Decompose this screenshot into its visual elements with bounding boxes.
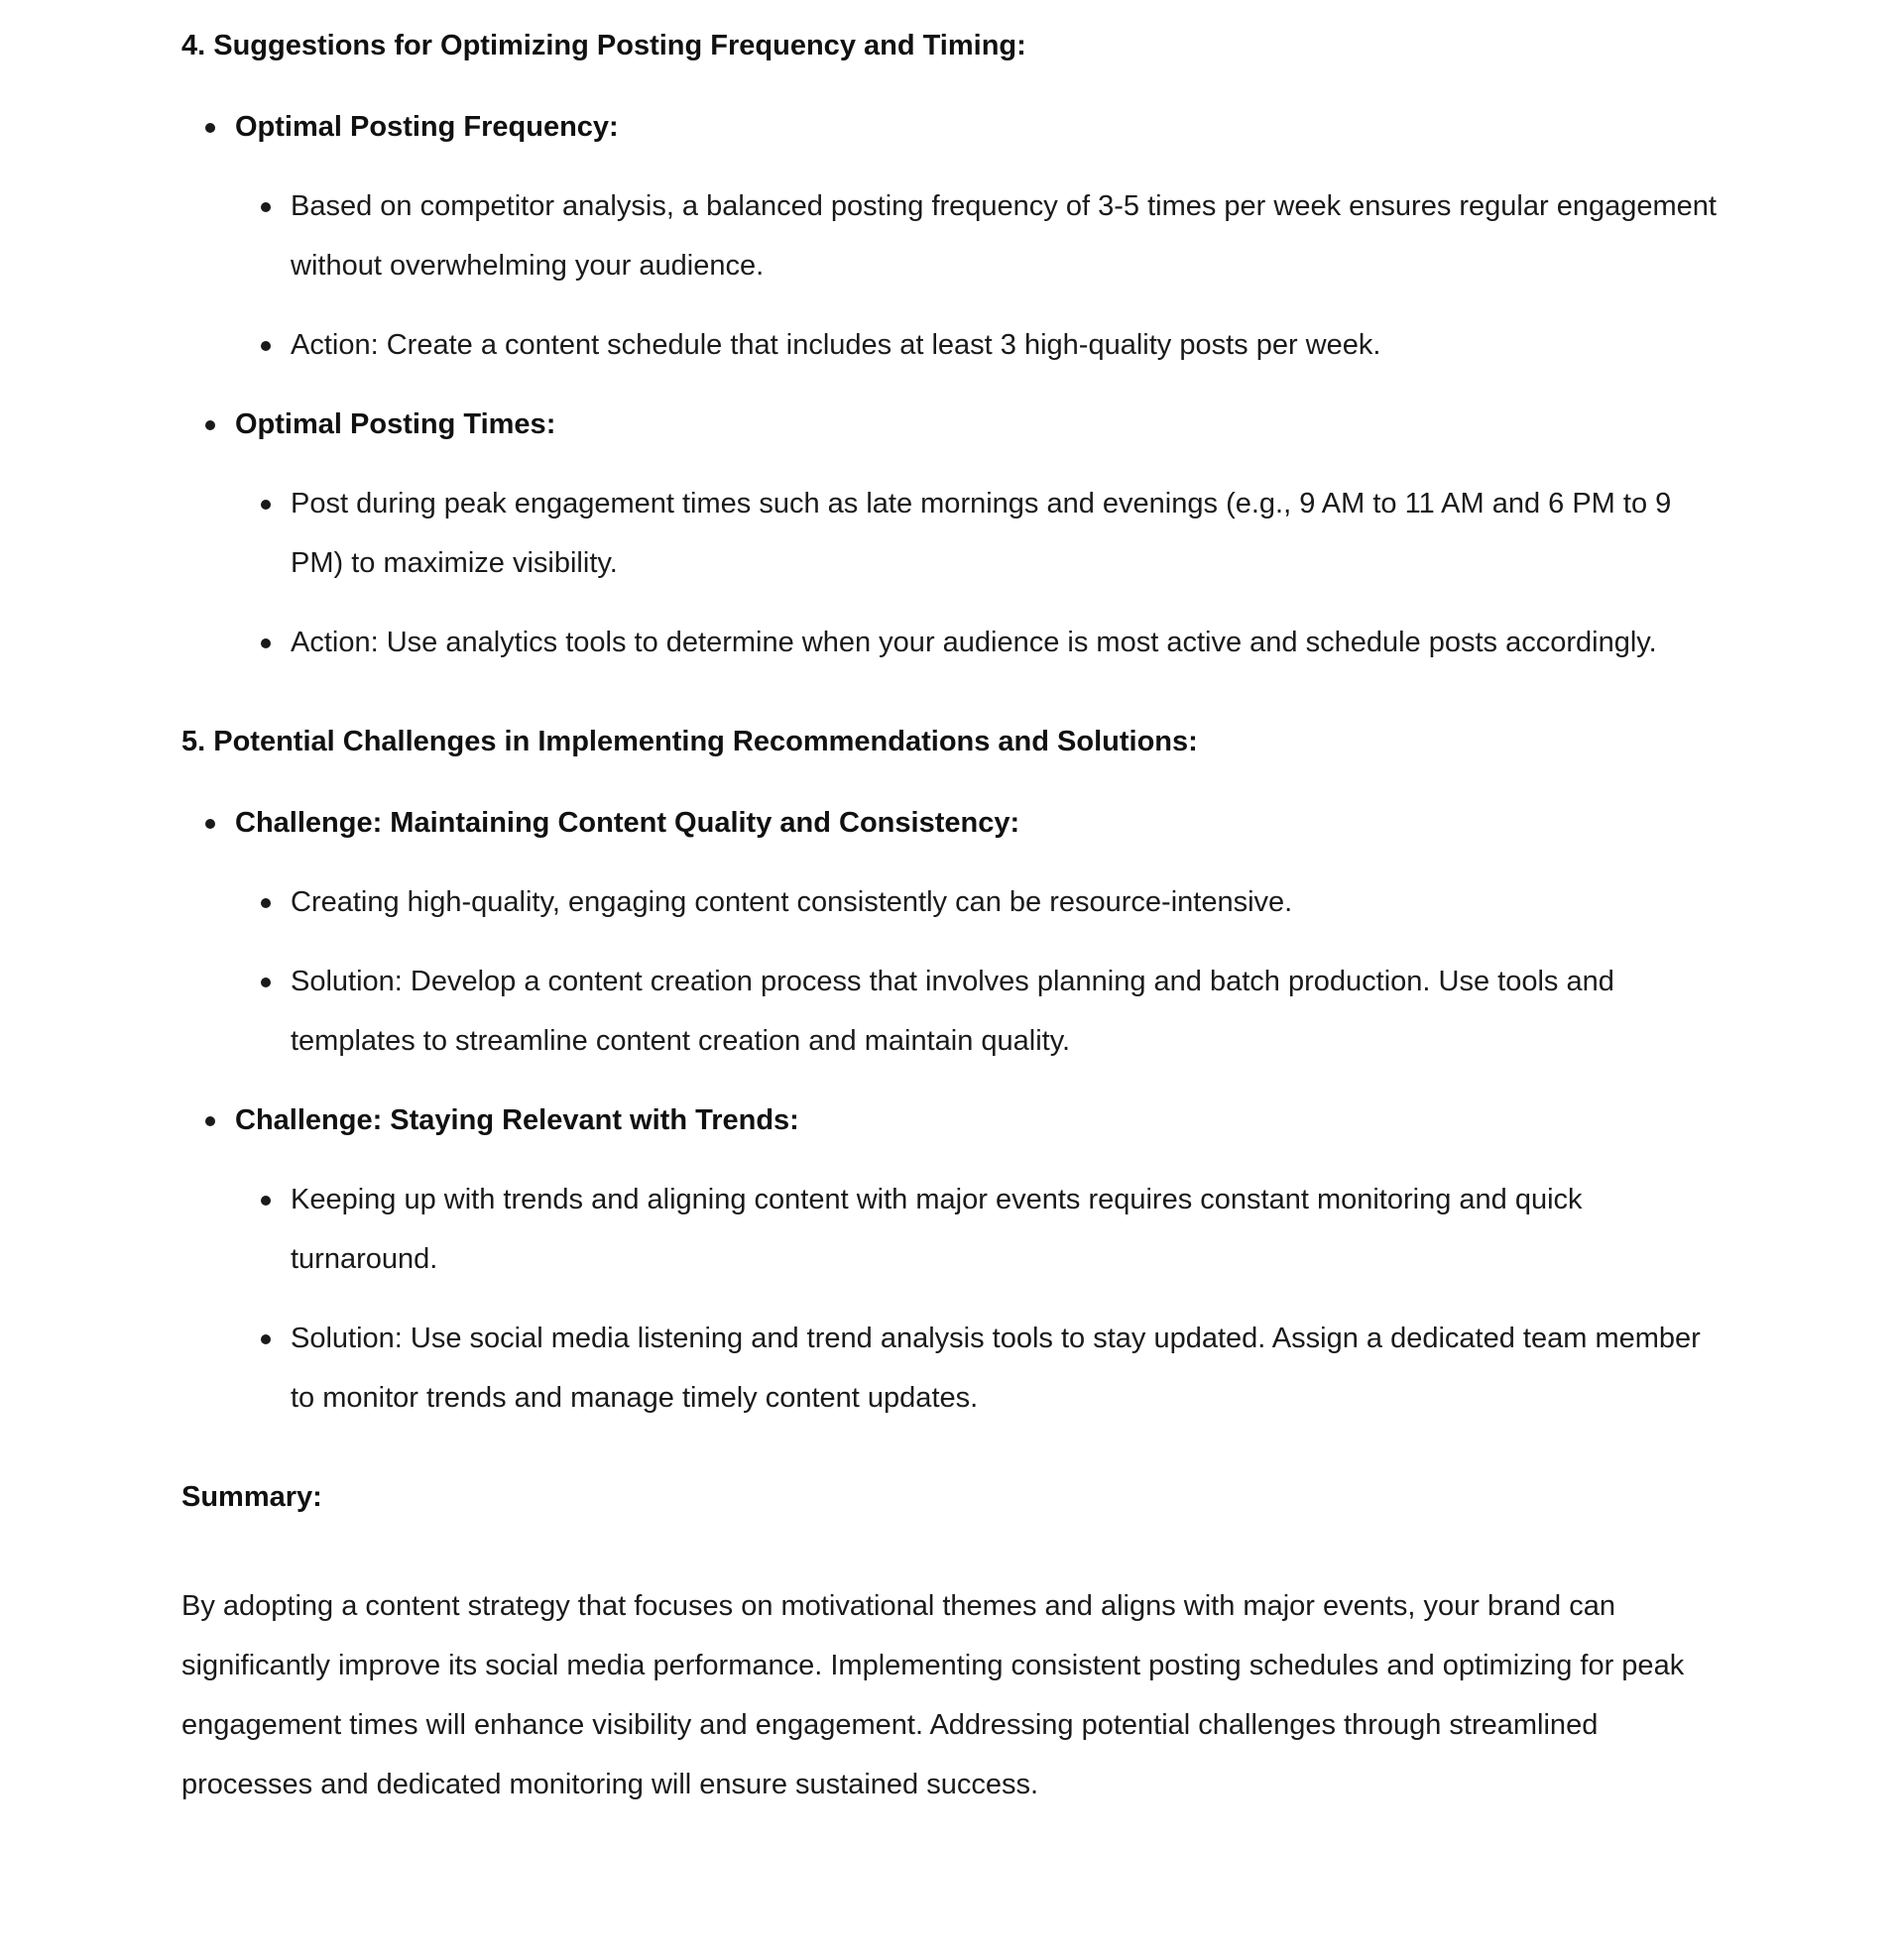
bullet-title: Challenge: Staying Relevant with Trends:: [235, 1104, 799, 1136]
list-item: [181, 1091, 1728, 1428]
bullet-icon: [261, 638, 271, 648]
list-item: [235, 1170, 1728, 1289]
bullet-text: Action: Create a content schedule that includes at least 3 high-quality posts per week.: [291, 329, 1381, 361]
list-item: [181, 97, 1728, 375]
list-item: [181, 793, 1728, 1071]
bullet-icon: [261, 1334, 271, 1344]
list-item: [235, 872, 1728, 932]
sub-list: [235, 176, 1728, 375]
list-item: [235, 474, 1728, 593]
bullet-text: Based on competitor analysis, a balanced posting frequency of 3-5 times per week ensures regular engagement without overwhelming your audience.: [291, 190, 1717, 282]
bullet-text: Solution: Use social media listening and trend analysis tools to stay updated. Assign a dedicated team member to monitor trends and manage timely content updates.: [291, 1323, 1701, 1414]
list-item: [235, 952, 1728, 1071]
list-item: [235, 613, 1728, 672]
bullet-title: Challenge: Maintaining Content Quality and Consistency:: [235, 807, 1020, 839]
sub-list: [235, 1170, 1728, 1428]
document-content: [181, 16, 1728, 1814]
bullet-icon: [261, 341, 271, 351]
bullet-text: Post during peak engagement times such as late mornings and evenings (e.g., 9 AM to 11 AM and 6 PM to 9 PM) to maximize visibility.: [291, 488, 1672, 579]
sub-list: [235, 872, 1728, 1071]
bullet-text: Keeping up with trends and aligning content with major events requires constant monitoring and quick turnaround.: [291, 1184, 1583, 1275]
bullet-icon: [205, 1116, 215, 1126]
bullet-icon: [261, 898, 271, 908]
summary-paragraph: By adopting a content strategy that focuses on motivational themes and aligns with major events, your brand can significantly improve its social media performance. Implementing consistent posting schedules and optimizing for peak engagement times will enhance visibility and engagement. Addressing potential challenges through streamlined processes and dedicated monitoring will ensure sustained success.: [181, 1590, 1685, 1800]
bullet-text: Action: Use analytics tools to determine when your audience is most active and schedule posts accordingly.: [291, 627, 1657, 658]
bullet-icon: [205, 123, 215, 133]
bullet-icon: [261, 978, 271, 987]
bullet-text: Solution: Develop a content creation process that involves planning and batch production. Use tools and templates to streamline content creation and maintain quality.: [291, 966, 1614, 1057]
bullet-icon: [261, 1196, 271, 1206]
section-5-heading: 5. Potential Challenges in Implementing Recommendations and Solutions:: [181, 726, 1198, 757]
summary-heading: Summary:: [181, 1481, 322, 1513]
section-4-heading: 4. Suggestions for Optimizing Posting Frequency and Timing:: [181, 30, 1026, 61]
bullet-text: Creating high-quality, engaging content consistently can be resource-intensive.: [291, 886, 1293, 918]
bullet-icon: [261, 500, 271, 510]
bullet-icon: [261, 202, 271, 212]
section-4-list: [181, 97, 1728, 672]
list-item: [181, 395, 1728, 672]
bullet-icon: [205, 420, 215, 430]
sub-list: [235, 474, 1728, 672]
bullet-title: Optimal Posting Times:: [235, 408, 556, 440]
bullet-icon: [205, 819, 215, 829]
list-item: [235, 1309, 1728, 1428]
list-item: [235, 176, 1728, 295]
section-5-list: [181, 793, 1728, 1428]
bullet-title: Optimal Posting Frequency:: [235, 111, 619, 143]
list-item: [235, 315, 1728, 375]
